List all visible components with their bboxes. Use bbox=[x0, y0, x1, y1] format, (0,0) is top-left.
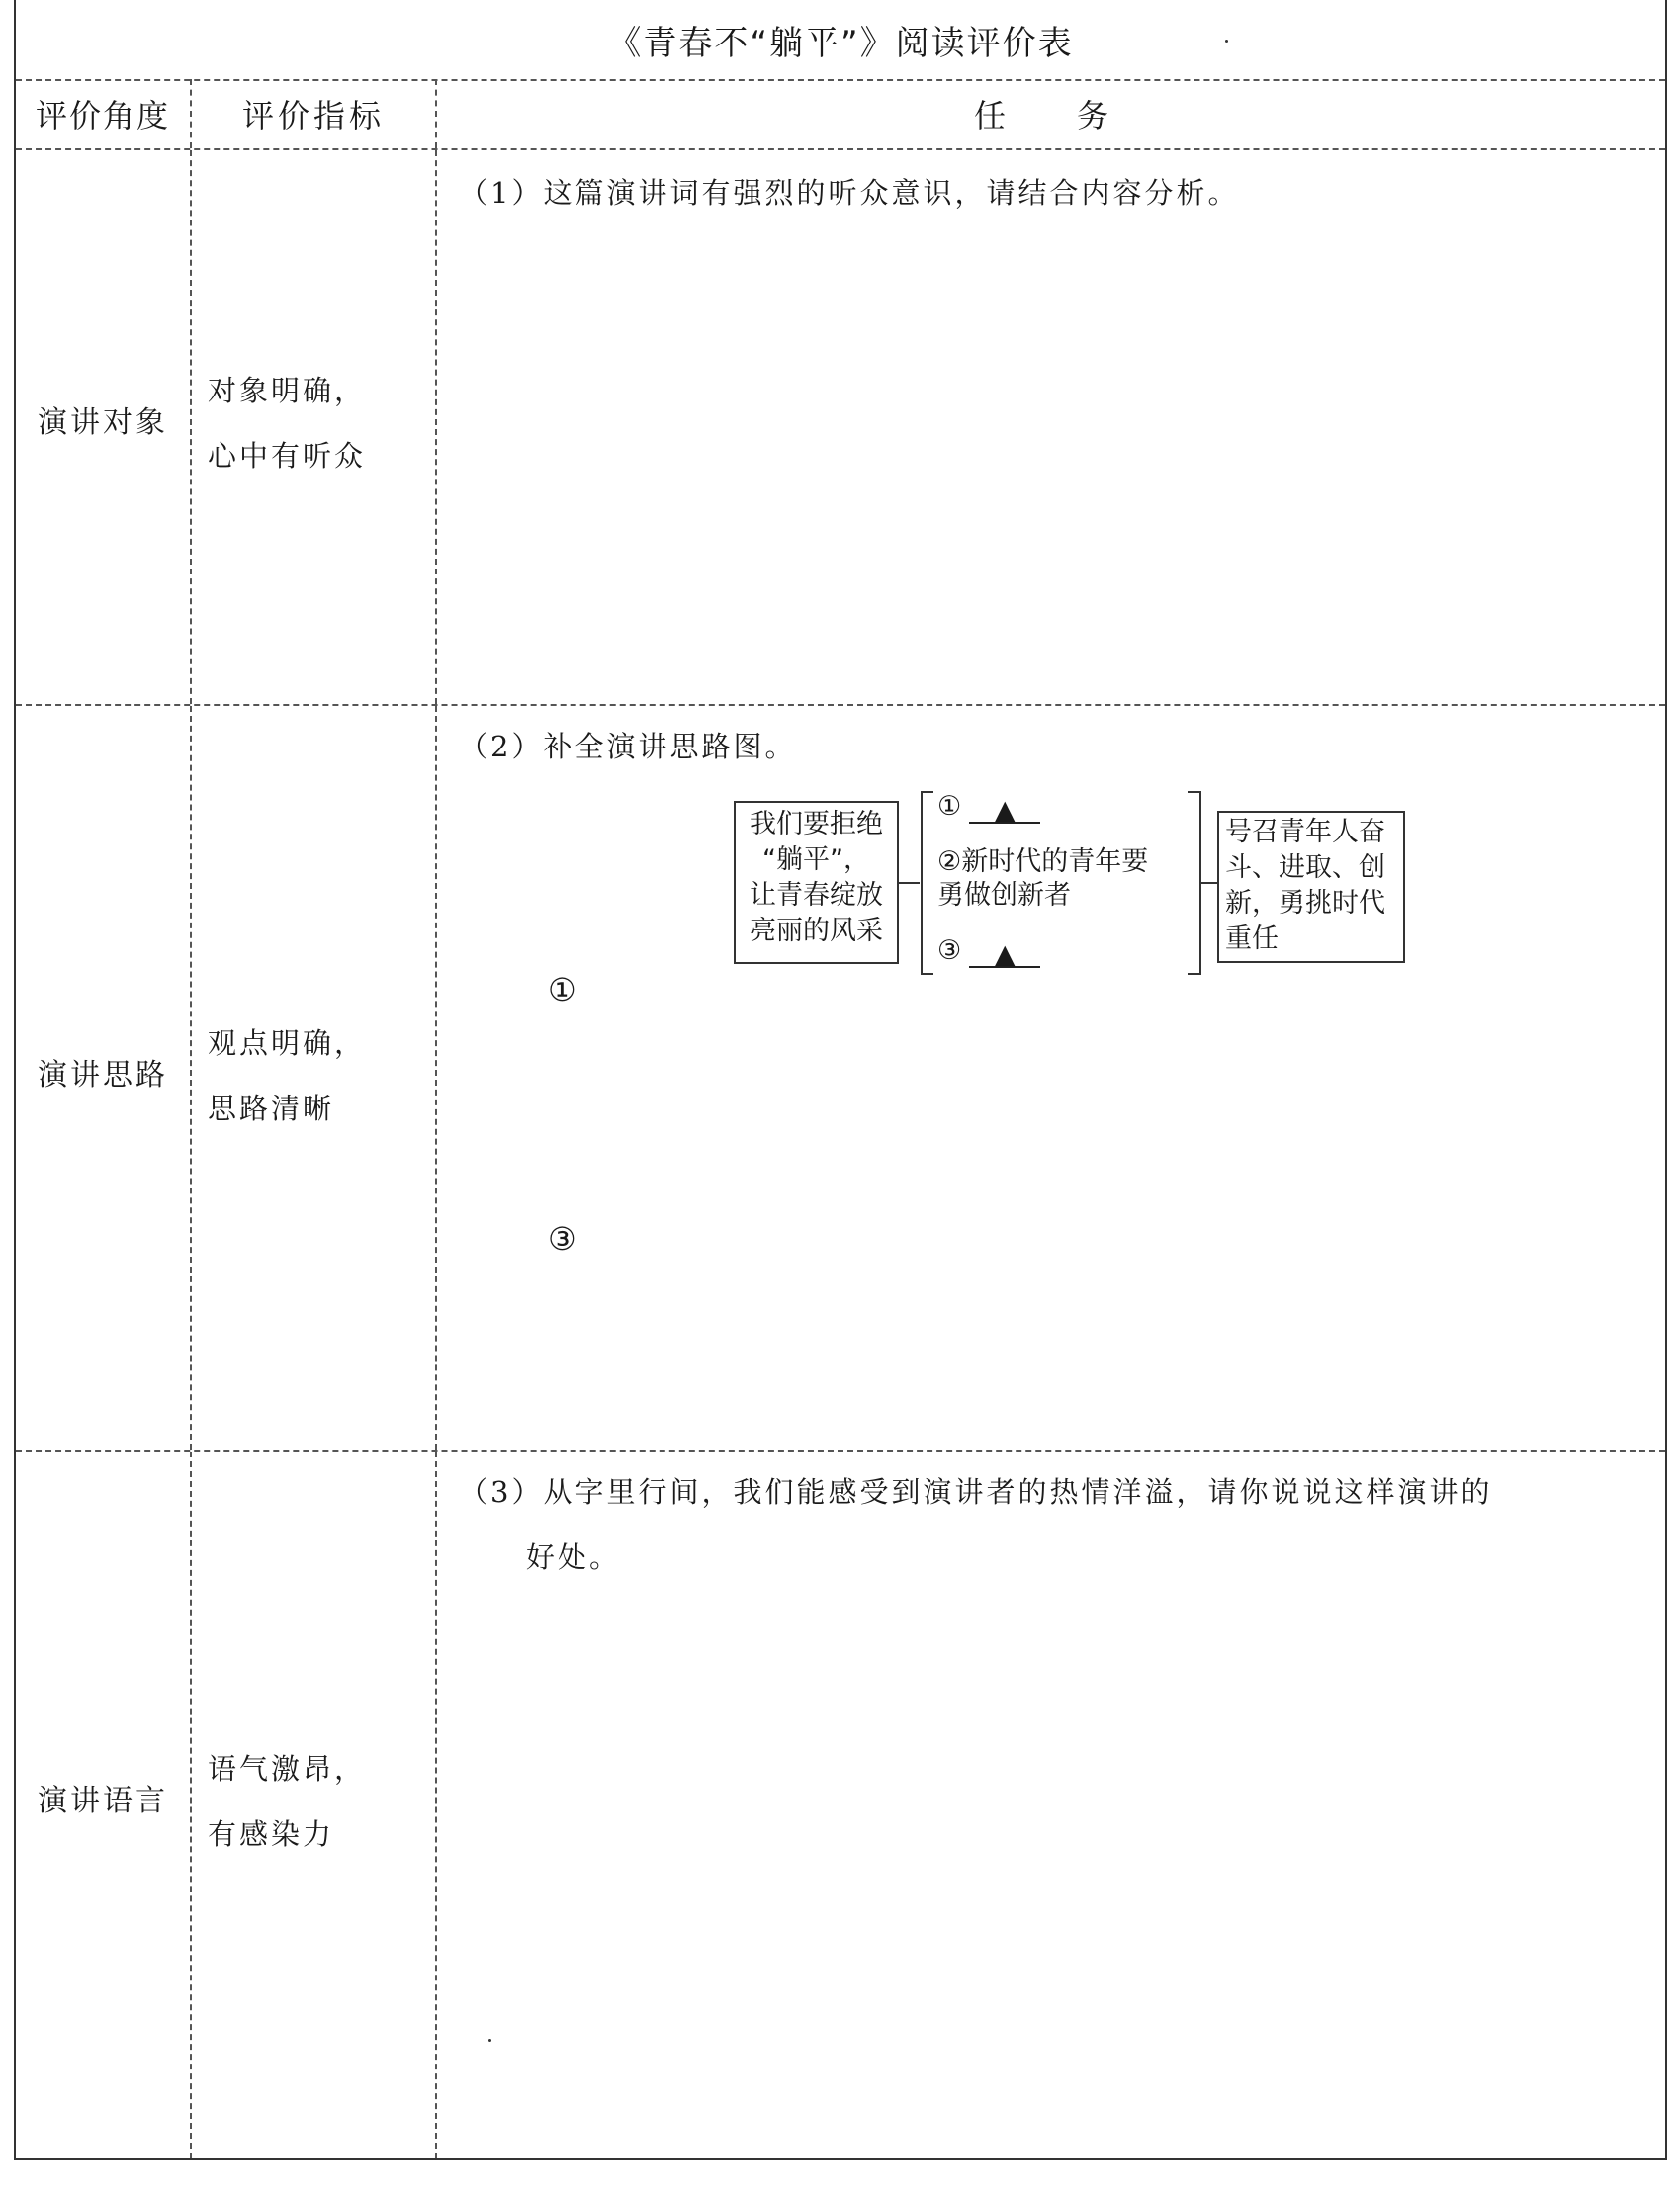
answer-area-3[interactable] bbox=[437, 1600, 1665, 2158]
evaluation-sheet bbox=[14, 0, 1667, 2160]
indicator-line: 观点明确， bbox=[208, 1026, 367, 1060]
box-line: 让青春绽放 bbox=[750, 880, 883, 911]
box-line: 斗、进取、创 bbox=[1225, 852, 1385, 883]
item-marker: ① bbox=[937, 791, 962, 822]
header-row bbox=[16, 79, 1665, 150]
task-question-3 bbox=[459, 1459, 1655, 1590]
item-text-line: 新时代的青年要 bbox=[961, 846, 1149, 877]
box-line: 我们要拒绝 bbox=[750, 809, 883, 839]
box-line: 号召青年人奋 bbox=[1225, 817, 1385, 847]
thinking-map bbox=[734, 790, 1475, 988]
box-line: 新，勇挑时代 bbox=[1225, 888, 1385, 919]
task-line: （1）这篇演讲词有强烈的听众意识，请结合内容分析。 bbox=[459, 176, 1240, 210]
stray-dot bbox=[488, 2039, 491, 2042]
answer-area-2a[interactable] bbox=[595, 965, 1645, 1163]
indicator-line: 对象明确， bbox=[208, 374, 367, 407]
indicator-cell bbox=[208, 1736, 366, 1867]
item-text-line: 勇做创新者 bbox=[937, 880, 1071, 911]
box-line: 重任 bbox=[1225, 924, 1279, 954]
map-item-3 bbox=[937, 934, 1040, 968]
task-line: （3）从字里行间，我们能感受到演讲者的热情洋溢，请你说说这样演讲的 bbox=[459, 1475, 1493, 1509]
row-structure bbox=[16, 706, 1665, 1452]
indicator-cell bbox=[208, 358, 366, 488]
answer-area-1[interactable] bbox=[437, 239, 1665, 704]
sheet-title: 《青春不“躺平”》阅读评价表 bbox=[16, 0, 1665, 81]
header-indicator: 评价指标 bbox=[241, 97, 385, 134]
task-question-2 bbox=[459, 714, 1655, 779]
header-angle: 评价角度 bbox=[35, 97, 170, 134]
box-line: “躺平”， bbox=[762, 844, 870, 875]
map-item-1 bbox=[937, 790, 1040, 824]
indicator-line: 心中有听众 bbox=[208, 439, 367, 473]
indicator-line: 思路清晰 bbox=[208, 1092, 335, 1125]
indicator-line: 语气激昂， bbox=[208, 1752, 367, 1786]
indicator-cell bbox=[208, 1011, 366, 1141]
item-marker: ② bbox=[937, 846, 962, 877]
header-task: 任 务 bbox=[973, 97, 1128, 134]
answer-marker-3: ③ bbox=[548, 1220, 576, 1258]
evaluation-table bbox=[16, 79, 1665, 2158]
angle-cell: 演讲思路 bbox=[38, 1058, 168, 1093]
item-marker: ③ bbox=[937, 935, 962, 966]
angle-cell: 演讲语言 bbox=[38, 1784, 168, 1818]
row-language bbox=[16, 1452, 1665, 2158]
indicator-line: 有感染力 bbox=[208, 1817, 335, 1851]
task-question-1 bbox=[459, 160, 1655, 225]
stray-dot bbox=[1225, 40, 1228, 43]
task-line: 好处。 bbox=[526, 1540, 622, 1574]
fill-blank-3[interactable]: ▲ bbox=[969, 938, 1040, 968]
answer-area-2b[interactable] bbox=[595, 1214, 1645, 1412]
angle-cell: 演讲对象 bbox=[38, 405, 168, 440]
conclusion-box bbox=[1217, 811, 1405, 963]
row-audience bbox=[16, 150, 1665, 706]
map-item-2 bbox=[937, 845, 1148, 913]
answer-marker-1: ① bbox=[548, 971, 576, 1009]
fill-blank-1[interactable]: ▲ bbox=[969, 794, 1040, 824]
main-idea-box bbox=[734, 801, 899, 964]
box-line: 亮丽的风采 bbox=[750, 916, 883, 946]
task-line: （2）补全演讲思路图。 bbox=[459, 730, 797, 763]
